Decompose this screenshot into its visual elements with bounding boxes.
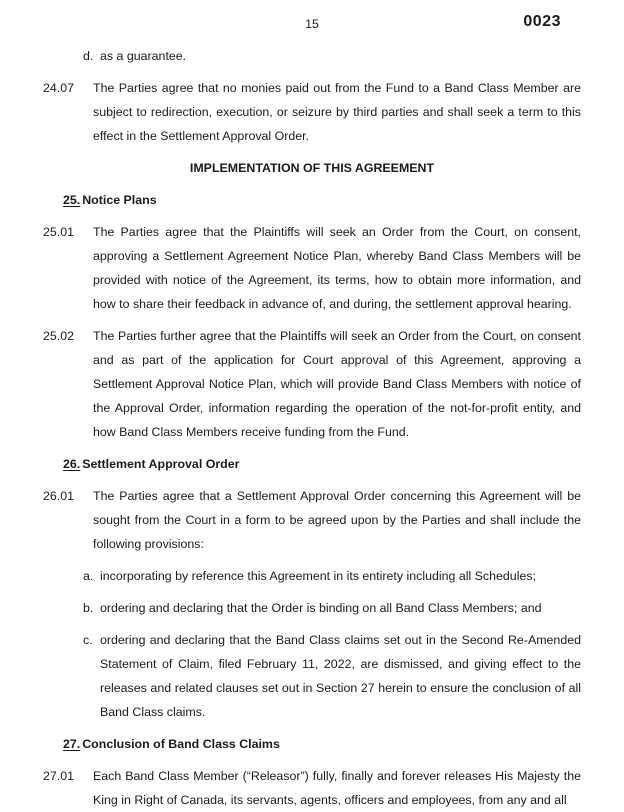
list-item-c-text: ordering and declaring that the Band Class claims set out in the Second Re-Amended Statement of Claim, filed February 11, 2022, are dismissed, and giving effect to the releases and related clauses set out in Section 27 herein to ensure the conclusion of all Band Class claims. xyxy=(100,633,581,719)
list-item-a-text: incorporating by reference this Agreement in its entirety including all Schedules; xyxy=(100,569,536,583)
paragraph-27-01 xyxy=(43,764,581,812)
list-item-b-text: ordering and declaring that the Order is binding on all Band Class Members; and xyxy=(100,601,542,615)
paragraph-24-07-number: 24.07 xyxy=(43,81,75,95)
list-item-d-text: as a guarantee. xyxy=(100,49,187,63)
list-item-d-marker: d. xyxy=(83,49,94,63)
section-27-number: 27. xyxy=(63,737,81,751)
paragraph-27-01-text: Each Band Class Member (“Releasor”) fully, finally and forever releases His Majesty the King in Right of Canada, its servants, agents, officers and employees, from any and all xyxy=(93,769,581,807)
page-number: 15 xyxy=(305,17,319,31)
paragraph-25-01-number: 25.01 xyxy=(43,225,75,239)
paragraph-24-07 xyxy=(43,76,581,148)
paragraph-26-01-number: 26.01 xyxy=(43,489,75,503)
paragraph-27-01-number: 27.01 xyxy=(43,769,75,783)
paragraph-26-01 xyxy=(43,484,581,556)
list-item-b-marker: b. xyxy=(83,601,94,615)
page-header xyxy=(43,12,581,36)
list-item-a xyxy=(83,564,581,588)
section-25-title: Notice Plans xyxy=(82,193,157,207)
list-item-c xyxy=(83,628,581,724)
list-item-a-marker: a. xyxy=(83,569,94,583)
list-item-d xyxy=(83,44,581,68)
bates-stamp-number: 0023 xyxy=(523,13,561,30)
section-26-heading xyxy=(63,452,581,476)
paragraph-25-02-number: 25.02 xyxy=(43,329,75,343)
paragraph-25-01 xyxy=(43,220,581,316)
section-25-number: 25. xyxy=(63,193,81,207)
section-25-heading xyxy=(63,188,581,212)
section-26-title: Settlement Approval Order xyxy=(82,457,240,471)
main-heading: IMPLEMENTATION OF THIS AGREEMENT xyxy=(189,161,435,175)
paragraph-24-07-text: The Parties agree that no monies paid out from the Fund to a Band Class Member are subject to redirection, execution, or seizure by third parties and shall seek a term to this effect in the Settlement Approval Order. xyxy=(93,81,581,143)
list-item-c-marker: c. xyxy=(83,633,93,647)
paragraph-25-02-text: The Parties further agree that the Plaintiffs will seek an Order from the Court, on consent and as part of the application for Court approval of this Agreement, approving a Settlement Approval Notice Plan, which will provide Band Class Members with notice of the Approval Order, information regarding the operation of the not-for-profit entity, and how Band Class Members receive funding from the Fund. xyxy=(93,329,581,439)
list-item-b xyxy=(83,596,581,620)
section-27-heading xyxy=(63,732,581,756)
paragraph-25-01-text: The Parties agree that the Plaintiffs will seek an Order from the Court, on consent, approving a Settlement Agreement Notice Plan, whereby Band Class Members will be provided with notice of the Agreement, its terms, how to obtain more information, and how to share their feedback in advance of, and during, the settlement approval hearing. xyxy=(93,225,581,311)
section-27-title: Conclusion of Band Class Claims xyxy=(82,737,280,751)
paragraph-26-01-text: The Parties agree that a Settlement Approval Order concerning this Agreement will be sought from the Court in a form to be agreed upon by the Parties and shall include the following provisions: xyxy=(93,489,581,551)
section-26-number: 26. xyxy=(63,457,81,471)
paragraph-25-02 xyxy=(43,324,581,444)
